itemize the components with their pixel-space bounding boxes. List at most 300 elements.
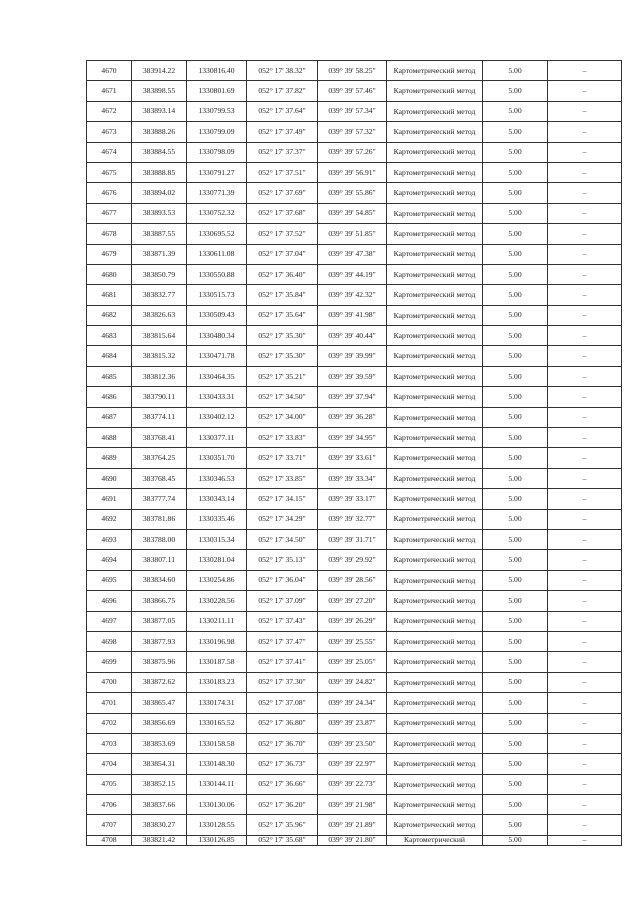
y-coordinate-cell: 1330126.85 <box>187 835 247 845</box>
y-coordinate-cell: 1330550.88 <box>187 264 247 284</box>
table-row <box>87 611 622 631</box>
x-coordinate-cell: 383888.26 <box>132 122 187 142</box>
note-cell: – <box>548 244 622 264</box>
longitude-cell: 039° 39' 57.32" <box>318 122 387 142</box>
accuracy-cell: 5.00 <box>483 305 548 325</box>
latitude-cell: 052° 17' 34.15" <box>247 489 318 509</box>
method-cell: Картометрический метод <box>387 448 483 468</box>
method-cell: Картометрический метод <box>387 550 483 570</box>
accuracy-cell: 5.00 <box>483 244 548 264</box>
latitude-cell: 052° 17' 38.32" <box>247 61 318 81</box>
note-cell: – <box>548 835 622 845</box>
point-number-cell: 4700 <box>87 672 132 692</box>
table-row <box>87 835 622 845</box>
table-row <box>87 468 622 488</box>
point-number-cell: 4676 <box>87 183 132 203</box>
note-cell: – <box>548 387 622 407</box>
x-coordinate-cell: 383871.39 <box>132 244 187 264</box>
latitude-cell: 052° 17' 36.40" <box>247 264 318 284</box>
point-number-cell: 4702 <box>87 713 132 733</box>
note-cell: – <box>548 693 622 713</box>
y-coordinate-cell: 1330148.30 <box>187 754 247 774</box>
x-coordinate-cell: 383893.53 <box>132 203 187 223</box>
x-coordinate-cell: 383774.11 <box>132 407 187 427</box>
table-row <box>87 754 622 774</box>
note-cell: – <box>548 611 622 631</box>
y-coordinate-cell: 1330183.23 <box>187 672 247 692</box>
table-row <box>87 489 622 509</box>
y-coordinate-cell: 1330335.46 <box>187 509 247 529</box>
point-number-cell: 4681 <box>87 285 132 305</box>
longitude-cell: 039° 39' 24.82" <box>318 672 387 692</box>
latitude-cell: 052° 17' 34.50" <box>247 529 318 549</box>
point-number-cell: 4682 <box>87 305 132 325</box>
note-cell: – <box>548 264 622 284</box>
accuracy-cell: 5.00 <box>483 570 548 590</box>
point-number-cell: 4691 <box>87 489 132 509</box>
y-coordinate-cell: 1330346.53 <box>187 468 247 488</box>
point-number-cell: 4707 <box>87 815 132 835</box>
y-coordinate-cell: 1330343.14 <box>187 489 247 509</box>
latitude-cell: 052° 17' 36.73" <box>247 754 318 774</box>
y-coordinate-cell: 1330315.34 <box>187 529 247 549</box>
note-cell: – <box>548 224 622 244</box>
accuracy-cell: 5.00 <box>483 672 548 692</box>
x-coordinate-cell: 383777.74 <box>132 489 187 509</box>
longitude-cell: 039° 39' 34.95" <box>318 428 387 448</box>
accuracy-cell: 5.00 <box>483 407 548 427</box>
latitude-cell: 052° 17' 34.00" <box>247 407 318 427</box>
y-coordinate-cell: 1330211.11 <box>187 611 247 631</box>
table-row <box>87 570 622 590</box>
point-number-cell: 4693 <box>87 529 132 549</box>
latitude-cell: 052° 17' 37.49" <box>247 122 318 142</box>
table-row <box>87 407 622 427</box>
table-row <box>87 101 622 121</box>
point-number-cell: 4683 <box>87 326 132 346</box>
method-cell: Картометрический метод <box>387 122 483 142</box>
latitude-cell: 052° 17' 36.70" <box>247 733 318 753</box>
latitude-cell: 052° 17' 34.29" <box>247 509 318 529</box>
x-coordinate-cell: 383865.47 <box>132 693 187 713</box>
note-cell: – <box>548 326 622 346</box>
point-number-cell: 4694 <box>87 550 132 570</box>
method-cell: Картометрический метод <box>387 264 483 284</box>
longitude-cell: 039° 39' 39.59" <box>318 366 387 386</box>
y-coordinate-cell: 1330801.69 <box>187 81 247 101</box>
x-coordinate-cell: 383884.55 <box>132 142 187 162</box>
method-cell: Картометрический метод <box>387 591 483 611</box>
method-cell: Картометрический <box>387 835 483 845</box>
longitude-cell: 039° 39' 22.97" <box>318 754 387 774</box>
x-coordinate-cell: 383781.86 <box>132 509 187 529</box>
note-cell: – <box>548 631 622 651</box>
y-coordinate-cell: 1330480.34 <box>187 326 247 346</box>
method-cell: Картометрический метод <box>387 733 483 753</box>
latitude-cell: 052° 17' 37.04" <box>247 244 318 264</box>
table-row <box>87 733 622 753</box>
longitude-cell: 039° 39' 31.71" <box>318 529 387 549</box>
y-coordinate-cell: 1330695.52 <box>187 224 247 244</box>
latitude-cell: 052° 17' 37.37" <box>247 142 318 162</box>
point-number-cell: 4701 <box>87 693 132 713</box>
table-row <box>87 774 622 794</box>
table-row <box>87 183 622 203</box>
y-coordinate-cell: 1330196.98 <box>187 631 247 651</box>
x-coordinate-cell: 383815.32 <box>132 346 187 366</box>
method-cell: Картометрический метод <box>387 285 483 305</box>
x-coordinate-cell: 383821.42 <box>132 835 187 845</box>
longitude-cell: 039° 39' 28.56" <box>318 570 387 590</box>
note-cell: – <box>548 754 622 774</box>
latitude-cell: 052° 17' 37.82" <box>247 81 318 101</box>
longitude-cell: 039° 39' 51.85" <box>318 224 387 244</box>
longitude-cell: 039° 39' 22.73" <box>318 774 387 794</box>
table-row <box>87 448 622 468</box>
longitude-cell: 039° 39' 56.91" <box>318 162 387 182</box>
longitude-cell: 039° 39' 57.34" <box>318 101 387 121</box>
y-coordinate-cell: 1330130.06 <box>187 795 247 815</box>
latitude-cell: 052° 17' 36.04" <box>247 570 318 590</box>
method-cell: Картометрический метод <box>387 305 483 325</box>
table-body <box>87 61 622 846</box>
method-cell: Картометрический метод <box>387 693 483 713</box>
latitude-cell: 052° 17' 35.30" <box>247 326 318 346</box>
accuracy-cell: 5.00 <box>483 387 548 407</box>
note-cell: – <box>548 122 622 142</box>
accuracy-cell: 5.00 <box>483 81 548 101</box>
x-coordinate-cell: 383888.85 <box>132 162 187 182</box>
accuracy-cell: 5.00 <box>483 774 548 794</box>
method-cell: Картометрический метод <box>387 611 483 631</box>
accuracy-cell: 5.00 <box>483 61 548 81</box>
accuracy-cell: 5.00 <box>483 713 548 733</box>
x-coordinate-cell: 383812.36 <box>132 366 187 386</box>
latitude-cell: 052° 17' 37.08" <box>247 693 318 713</box>
method-cell: Картометрический метод <box>387 81 483 101</box>
table-row <box>87 550 622 570</box>
table-row <box>87 815 622 835</box>
latitude-cell: 052° 17' 37.09" <box>247 591 318 611</box>
note-cell: – <box>548 101 622 121</box>
point-number-cell: 4699 <box>87 652 132 672</box>
method-cell: Картометрический метод <box>387 489 483 509</box>
point-number-cell: 4687 <box>87 407 132 427</box>
longitude-cell: 039° 39' 39.99" <box>318 346 387 366</box>
longitude-cell: 039° 39' 26.29" <box>318 611 387 631</box>
table-row <box>87 203 622 223</box>
y-coordinate-cell: 1330798.09 <box>187 142 247 162</box>
latitude-cell: 052° 17' 35.96" <box>247 815 318 835</box>
accuracy-cell: 5.00 <box>483 428 548 448</box>
method-cell: Картометрический метод <box>387 754 483 774</box>
method-cell: Картометрический метод <box>387 366 483 386</box>
longitude-cell: 039° 39' 41.98" <box>318 305 387 325</box>
y-coordinate-cell: 1330144.11 <box>187 774 247 794</box>
table-row <box>87 61 622 81</box>
note-cell: – <box>548 468 622 488</box>
y-coordinate-cell: 1330464.35 <box>187 366 247 386</box>
table-row <box>87 346 622 366</box>
latitude-cell: 052° 17' 37.51" <box>247 162 318 182</box>
point-number-cell: 4689 <box>87 448 132 468</box>
point-number-cell: 4670 <box>87 61 132 81</box>
longitude-cell: 039° 39' 55.86" <box>318 183 387 203</box>
note-cell: – <box>548 448 622 468</box>
accuracy-cell: 5.00 <box>483 489 548 509</box>
table-row <box>87 264 622 284</box>
x-coordinate-cell: 383877.93 <box>132 631 187 651</box>
accuracy-cell: 5.00 <box>483 591 548 611</box>
table-row <box>87 81 622 101</box>
point-number-cell: 4672 <box>87 101 132 121</box>
point-number-cell: 4686 <box>87 387 132 407</box>
latitude-cell: 052° 17' 37.47" <box>247 631 318 651</box>
method-cell: Картометрический метод <box>387 631 483 651</box>
table-row <box>87 631 622 651</box>
note-cell: – <box>548 733 622 753</box>
latitude-cell: 052° 17' 34.50" <box>247 387 318 407</box>
table-row <box>87 305 622 325</box>
x-coordinate-cell: 383898.55 <box>132 81 187 101</box>
accuracy-cell: 5.00 <box>483 631 548 651</box>
y-coordinate-cell: 1330471.78 <box>187 346 247 366</box>
x-coordinate-cell: 383914.22 <box>132 61 187 81</box>
x-coordinate-cell: 383893.14 <box>132 101 187 121</box>
table-row <box>87 529 622 549</box>
method-cell: Картометрический метод <box>387 815 483 835</box>
latitude-cell: 052° 17' 37.68" <box>247 203 318 223</box>
note-cell: – <box>548 305 622 325</box>
y-coordinate-cell: 1330228.56 <box>187 591 247 611</box>
table-row <box>87 509 622 529</box>
longitude-cell: 039° 39' 42.32" <box>318 285 387 305</box>
x-coordinate-cell: 383834.60 <box>132 570 187 590</box>
x-coordinate-cell: 383887.55 <box>132 224 187 244</box>
latitude-cell: 052° 17' 36.80" <box>247 713 318 733</box>
y-coordinate-cell: 1330752.32 <box>187 203 247 223</box>
table-row <box>87 713 622 733</box>
y-coordinate-cell: 1330174.31 <box>187 693 247 713</box>
latitude-cell: 052° 17' 37.52" <box>247 224 318 244</box>
y-coordinate-cell: 1330187.58 <box>187 652 247 672</box>
table-row <box>87 591 622 611</box>
y-coordinate-cell: 1330254.86 <box>187 570 247 590</box>
y-coordinate-cell: 1330165.52 <box>187 713 247 733</box>
latitude-cell: 052° 17' 33.83" <box>247 428 318 448</box>
point-number-cell: 4696 <box>87 591 132 611</box>
note-cell: – <box>548 285 622 305</box>
table-row <box>87 285 622 305</box>
longitude-cell: 039° 39' 40.44" <box>318 326 387 346</box>
accuracy-cell: 5.00 <box>483 142 548 162</box>
table-row <box>87 224 622 244</box>
method-cell: Картометрический метод <box>387 672 483 692</box>
note-cell: – <box>548 407 622 427</box>
y-coordinate-cell: 1330799.09 <box>187 122 247 142</box>
table-row <box>87 652 622 672</box>
accuracy-cell: 5.00 <box>483 285 548 305</box>
x-coordinate-cell: 383830.27 <box>132 815 187 835</box>
point-number-cell: 4678 <box>87 224 132 244</box>
note-cell: – <box>548 774 622 794</box>
longitude-cell: 039° 39' 47.38" <box>318 244 387 264</box>
x-coordinate-cell: 383788.00 <box>132 529 187 549</box>
y-coordinate-cell: 1330158.58 <box>187 733 247 753</box>
x-coordinate-cell: 383894.02 <box>132 183 187 203</box>
longitude-cell: 039° 39' 25.05" <box>318 652 387 672</box>
accuracy-cell: 5.00 <box>483 693 548 713</box>
y-coordinate-cell: 1330433.31 <box>187 387 247 407</box>
latitude-cell: 052° 17' 35.84" <box>247 285 318 305</box>
note-cell: – <box>548 346 622 366</box>
point-number-cell: 4688 <box>87 428 132 448</box>
longitude-cell: 039° 39' 33.61" <box>318 448 387 468</box>
method-cell: Картометрический метод <box>387 387 483 407</box>
point-number-cell: 4690 <box>87 468 132 488</box>
y-coordinate-cell: 1330611.08 <box>187 244 247 264</box>
longitude-cell: 039° 39' 33.34" <box>318 468 387 488</box>
longitude-cell: 039° 39' 36.28" <box>318 407 387 427</box>
note-cell: – <box>548 509 622 529</box>
x-coordinate-cell: 383875.96 <box>132 652 187 672</box>
note-cell: – <box>548 162 622 182</box>
method-cell: Картометрический метод <box>387 61 483 81</box>
point-number-cell: 4692 <box>87 509 132 529</box>
method-cell: Картометрический метод <box>387 713 483 733</box>
x-coordinate-cell: 383815.64 <box>132 326 187 346</box>
y-coordinate-cell: 1330791.27 <box>187 162 247 182</box>
method-cell: Картометрический метод <box>387 101 483 121</box>
method-cell: Картометрический метод <box>387 244 483 264</box>
point-number-cell: 4708 <box>87 835 132 845</box>
y-coordinate-cell: 1330771.39 <box>187 183 247 203</box>
x-coordinate-cell: 383866.75 <box>132 591 187 611</box>
point-number-cell: 4697 <box>87 611 132 631</box>
latitude-cell: 052° 17' 35.64" <box>247 305 318 325</box>
accuracy-cell: 5.00 <box>483 162 548 182</box>
note-cell: – <box>548 428 622 448</box>
table-row <box>87 795 622 815</box>
table-row <box>87 672 622 692</box>
accuracy-cell: 5.00 <box>483 122 548 142</box>
x-coordinate-cell: 383850.79 <box>132 264 187 284</box>
point-number-cell: 4680 <box>87 264 132 284</box>
note-cell: – <box>548 652 622 672</box>
note-cell: – <box>548 672 622 692</box>
accuracy-cell: 5.00 <box>483 754 548 774</box>
method-cell: Картометрический метод <box>387 224 483 244</box>
x-coordinate-cell: 383852.15 <box>132 774 187 794</box>
coordinates-table <box>86 60 622 846</box>
accuracy-cell: 5.00 <box>483 611 548 631</box>
table-row <box>87 387 622 407</box>
note-cell: – <box>548 489 622 509</box>
accuracy-cell: 5.00 <box>483 529 548 549</box>
point-number-cell: 4674 <box>87 142 132 162</box>
latitude-cell: 052° 17' 35.21" <box>247 366 318 386</box>
note-cell: – <box>548 815 622 835</box>
note-cell: – <box>548 713 622 733</box>
point-number-cell: 4679 <box>87 244 132 264</box>
method-cell: Картометрический метод <box>387 774 483 794</box>
point-number-cell: 4703 <box>87 733 132 753</box>
y-coordinate-cell: 1330402.12 <box>187 407 247 427</box>
x-coordinate-cell: 383856.69 <box>132 713 187 733</box>
accuracy-cell: 5.00 <box>483 509 548 529</box>
longitude-cell: 039° 39' 58.25" <box>318 61 387 81</box>
accuracy-cell: 5.00 <box>483 733 548 753</box>
point-number-cell: 4695 <box>87 570 132 590</box>
latitude-cell: 052° 17' 37.64" <box>247 101 318 121</box>
point-number-cell: 4677 <box>87 203 132 223</box>
method-cell: Картометрический метод <box>387 509 483 529</box>
table-row <box>87 244 622 264</box>
note-cell: – <box>548 570 622 590</box>
accuracy-cell: 5.00 <box>483 652 548 672</box>
table-row <box>87 122 622 142</box>
table-row <box>87 326 622 346</box>
x-coordinate-cell: 383826.63 <box>132 305 187 325</box>
latitude-cell: 052° 17' 36.20" <box>247 795 318 815</box>
x-coordinate-cell: 383807.11 <box>132 550 187 570</box>
latitude-cell: 052° 17' 35.30" <box>247 346 318 366</box>
accuracy-cell: 5.00 <box>483 183 548 203</box>
longitude-cell: 039° 39' 33.17" <box>318 489 387 509</box>
longitude-cell: 039° 39' 32.77" <box>318 509 387 529</box>
longitude-cell: 039° 39' 27.20" <box>318 591 387 611</box>
accuracy-cell: 5.00 <box>483 101 548 121</box>
accuracy-cell: 5.00 <box>483 346 548 366</box>
method-cell: Картометрический метод <box>387 529 483 549</box>
note-cell: – <box>548 591 622 611</box>
y-coordinate-cell: 1330128.55 <box>187 815 247 835</box>
method-cell: Картометрический метод <box>387 570 483 590</box>
x-coordinate-cell: 383854.31 <box>132 754 187 774</box>
method-cell: Картометрический метод <box>387 346 483 366</box>
accuracy-cell: 5.00 <box>483 326 548 346</box>
x-coordinate-cell: 383768.41 <box>132 428 187 448</box>
note-cell: – <box>548 81 622 101</box>
x-coordinate-cell: 383872.62 <box>132 672 187 692</box>
accuracy-cell: 5.00 <box>483 224 548 244</box>
point-number-cell: 4685 <box>87 366 132 386</box>
note-cell: – <box>548 142 622 162</box>
latitude-cell: 052° 17' 33.71" <box>247 448 318 468</box>
longitude-cell: 039° 39' 21.98" <box>318 795 387 815</box>
note-cell: – <box>548 529 622 549</box>
accuracy-cell: 5.00 <box>483 448 548 468</box>
table-row <box>87 366 622 386</box>
accuracy-cell: 5.00 <box>483 264 548 284</box>
table-row <box>87 162 622 182</box>
table-row <box>87 693 622 713</box>
longitude-cell: 039° 39' 57.46" <box>318 81 387 101</box>
method-cell: Картометрический метод <box>387 428 483 448</box>
latitude-cell: 052° 17' 37.30" <box>247 672 318 692</box>
latitude-cell: 052° 17' 37.43" <box>247 611 318 631</box>
note-cell: – <box>548 366 622 386</box>
table-row <box>87 428 622 448</box>
point-number-cell: 4684 <box>87 346 132 366</box>
note-cell: – <box>548 183 622 203</box>
x-coordinate-cell: 383837.66 <box>132 795 187 815</box>
method-cell: Картометрический метод <box>387 795 483 815</box>
accuracy-cell: 5.00 <box>483 203 548 223</box>
longitude-cell: 039° 39' 21.80" <box>318 835 387 845</box>
y-coordinate-cell: 1330351.70 <box>187 448 247 468</box>
longitude-cell: 039° 39' 23.50" <box>318 733 387 753</box>
